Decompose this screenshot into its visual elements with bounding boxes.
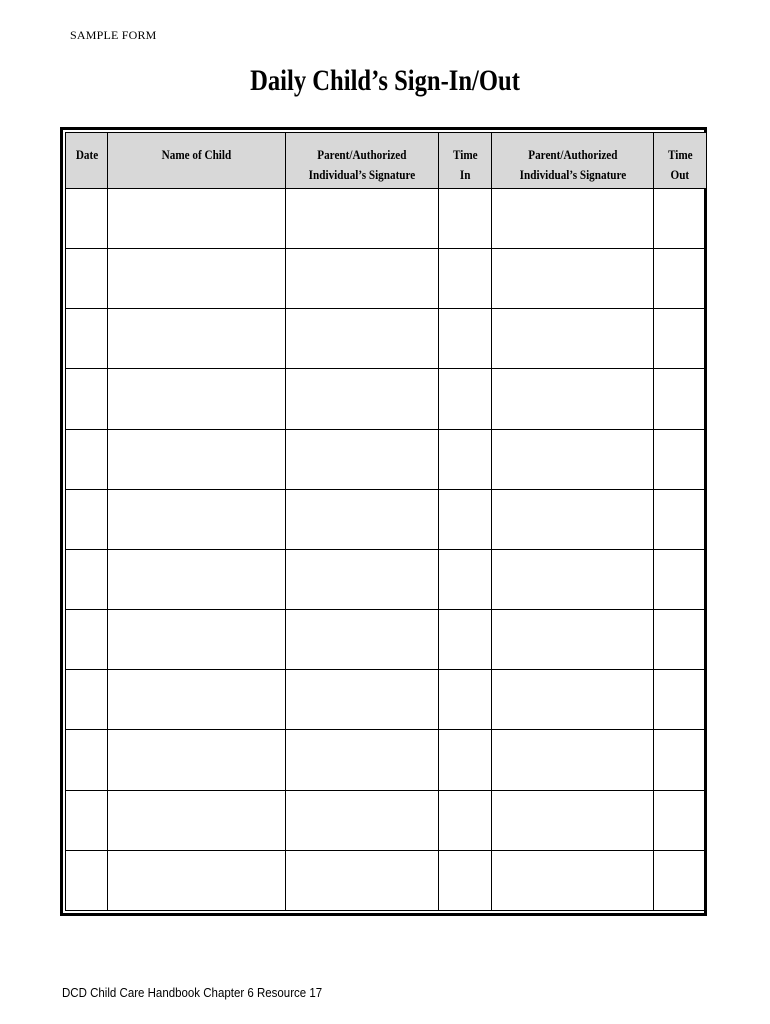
footer-text: DCD Child Care Handbook Chapter 6 Resource 17 <box>62 986 323 1000</box>
time-out-cell[interactable] <box>654 429 707 489</box>
table-row <box>66 730 707 790</box>
signature-out-cell[interactable] <box>492 850 654 910</box>
column-header-time-in: Time In <box>439 133 492 189</box>
signature-in-cell[interactable] <box>286 249 439 309</box>
child-name-cell[interactable] <box>108 309 286 369</box>
date-cell[interactable] <box>66 610 108 670</box>
table-body <box>66 189 707 911</box>
sample-form-label: SAMPLE FORM <box>70 28 157 42</box>
signature-out-cell[interactable] <box>492 189 654 249</box>
signature-out-cell[interactable] <box>492 730 654 790</box>
child-name-cell[interactable] <box>108 189 286 249</box>
child-name-cell[interactable] <box>108 549 286 609</box>
time-out-cell[interactable] <box>654 249 707 309</box>
child-name-cell[interactable] <box>108 730 286 790</box>
column-header-parent-signature-out: Parent/Authorized Individual’s Signature <box>492 133 654 189</box>
time-in-cell[interactable] <box>439 730 492 790</box>
date-cell[interactable] <box>66 489 108 549</box>
date-cell[interactable] <box>66 850 108 910</box>
time-out-cell[interactable] <box>654 549 707 609</box>
signature-in-cell[interactable] <box>286 309 439 369</box>
time-out-cell[interactable] <box>654 369 707 429</box>
date-cell[interactable] <box>66 249 108 309</box>
signature-out-cell[interactable] <box>492 670 654 730</box>
signature-in-cell[interactable] <box>286 670 439 730</box>
signature-in-cell[interactable] <box>286 489 439 549</box>
table-row <box>66 429 707 489</box>
date-cell[interactable] <box>66 309 108 369</box>
signature-in-cell[interactable] <box>286 429 439 489</box>
time-out-cell[interactable] <box>654 309 707 369</box>
time-out-cell[interactable] <box>654 790 707 850</box>
time-in-cell[interactable] <box>439 790 492 850</box>
child-name-cell[interactable] <box>108 369 286 429</box>
sign-in-out-table <box>65 132 707 911</box>
table-row <box>66 610 707 670</box>
table-row <box>66 670 707 730</box>
signature-out-cell[interactable] <box>492 249 654 309</box>
signature-out-cell[interactable] <box>492 309 654 369</box>
date-cell[interactable] <box>66 790 108 850</box>
signature-out-cell[interactable] <box>492 549 654 609</box>
child-name-cell[interactable] <box>108 790 286 850</box>
page-title: Daily Child’s Sign-In/Out <box>250 64 520 97</box>
sign-in-out-form <box>60 127 707 916</box>
signature-out-cell[interactable] <box>492 369 654 429</box>
date-cell[interactable] <box>66 730 108 790</box>
date-cell[interactable] <box>66 189 108 249</box>
signature-out-cell[interactable] <box>492 790 654 850</box>
signature-in-cell[interactable] <box>286 549 439 609</box>
date-cell[interactable] <box>66 549 108 609</box>
time-out-cell[interactable] <box>654 189 707 249</box>
child-name-cell[interactable] <box>108 429 286 489</box>
signature-in-cell[interactable] <box>286 790 439 850</box>
table-row <box>66 369 707 429</box>
column-header-time-out: Time Out <box>654 133 707 189</box>
table-row <box>66 790 707 850</box>
time-in-cell[interactable] <box>439 549 492 609</box>
signature-out-cell[interactable] <box>492 489 654 549</box>
time-in-cell[interactable] <box>439 189 492 249</box>
date-cell[interactable] <box>66 429 108 489</box>
time-in-cell[interactable] <box>439 429 492 489</box>
column-header-date: Date <box>66 133 108 189</box>
time-out-cell[interactable] <box>654 730 707 790</box>
time-in-cell[interactable] <box>439 850 492 910</box>
table-row <box>66 189 707 249</box>
child-name-cell[interactable] <box>108 489 286 549</box>
table-header-row <box>66 133 707 189</box>
time-in-cell[interactable] <box>439 489 492 549</box>
signature-in-cell[interactable] <box>286 369 439 429</box>
table-row <box>66 549 707 609</box>
column-header-parent-signature-in: Parent/Authorized Individual’s Signature <box>286 133 439 189</box>
table-row <box>66 249 707 309</box>
time-in-cell[interactable] <box>439 309 492 369</box>
child-name-cell[interactable] <box>108 850 286 910</box>
table-row <box>66 489 707 549</box>
time-in-cell[interactable] <box>439 610 492 670</box>
signature-in-cell[interactable] <box>286 850 439 910</box>
date-cell[interactable] <box>66 670 108 730</box>
time-in-cell[interactable] <box>439 369 492 429</box>
time-out-cell[interactable] <box>654 670 707 730</box>
time-out-cell[interactable] <box>654 850 707 910</box>
time-out-cell[interactable] <box>654 489 707 549</box>
date-cell[interactable] <box>66 369 108 429</box>
signature-in-cell[interactable] <box>286 189 439 249</box>
table-row <box>66 850 707 910</box>
time-in-cell[interactable] <box>439 249 492 309</box>
signature-out-cell[interactable] <box>492 429 654 489</box>
child-name-cell[interactable] <box>108 610 286 670</box>
child-name-cell[interactable] <box>108 670 286 730</box>
time-out-cell[interactable] <box>654 610 707 670</box>
table-row <box>66 309 707 369</box>
child-name-cell[interactable] <box>108 249 286 309</box>
signature-in-cell[interactable] <box>286 730 439 790</box>
column-header-name-of-child: Name of Child <box>108 133 286 189</box>
signature-in-cell[interactable] <box>286 610 439 670</box>
signature-out-cell[interactable] <box>492 610 654 670</box>
time-in-cell[interactable] <box>439 670 492 730</box>
